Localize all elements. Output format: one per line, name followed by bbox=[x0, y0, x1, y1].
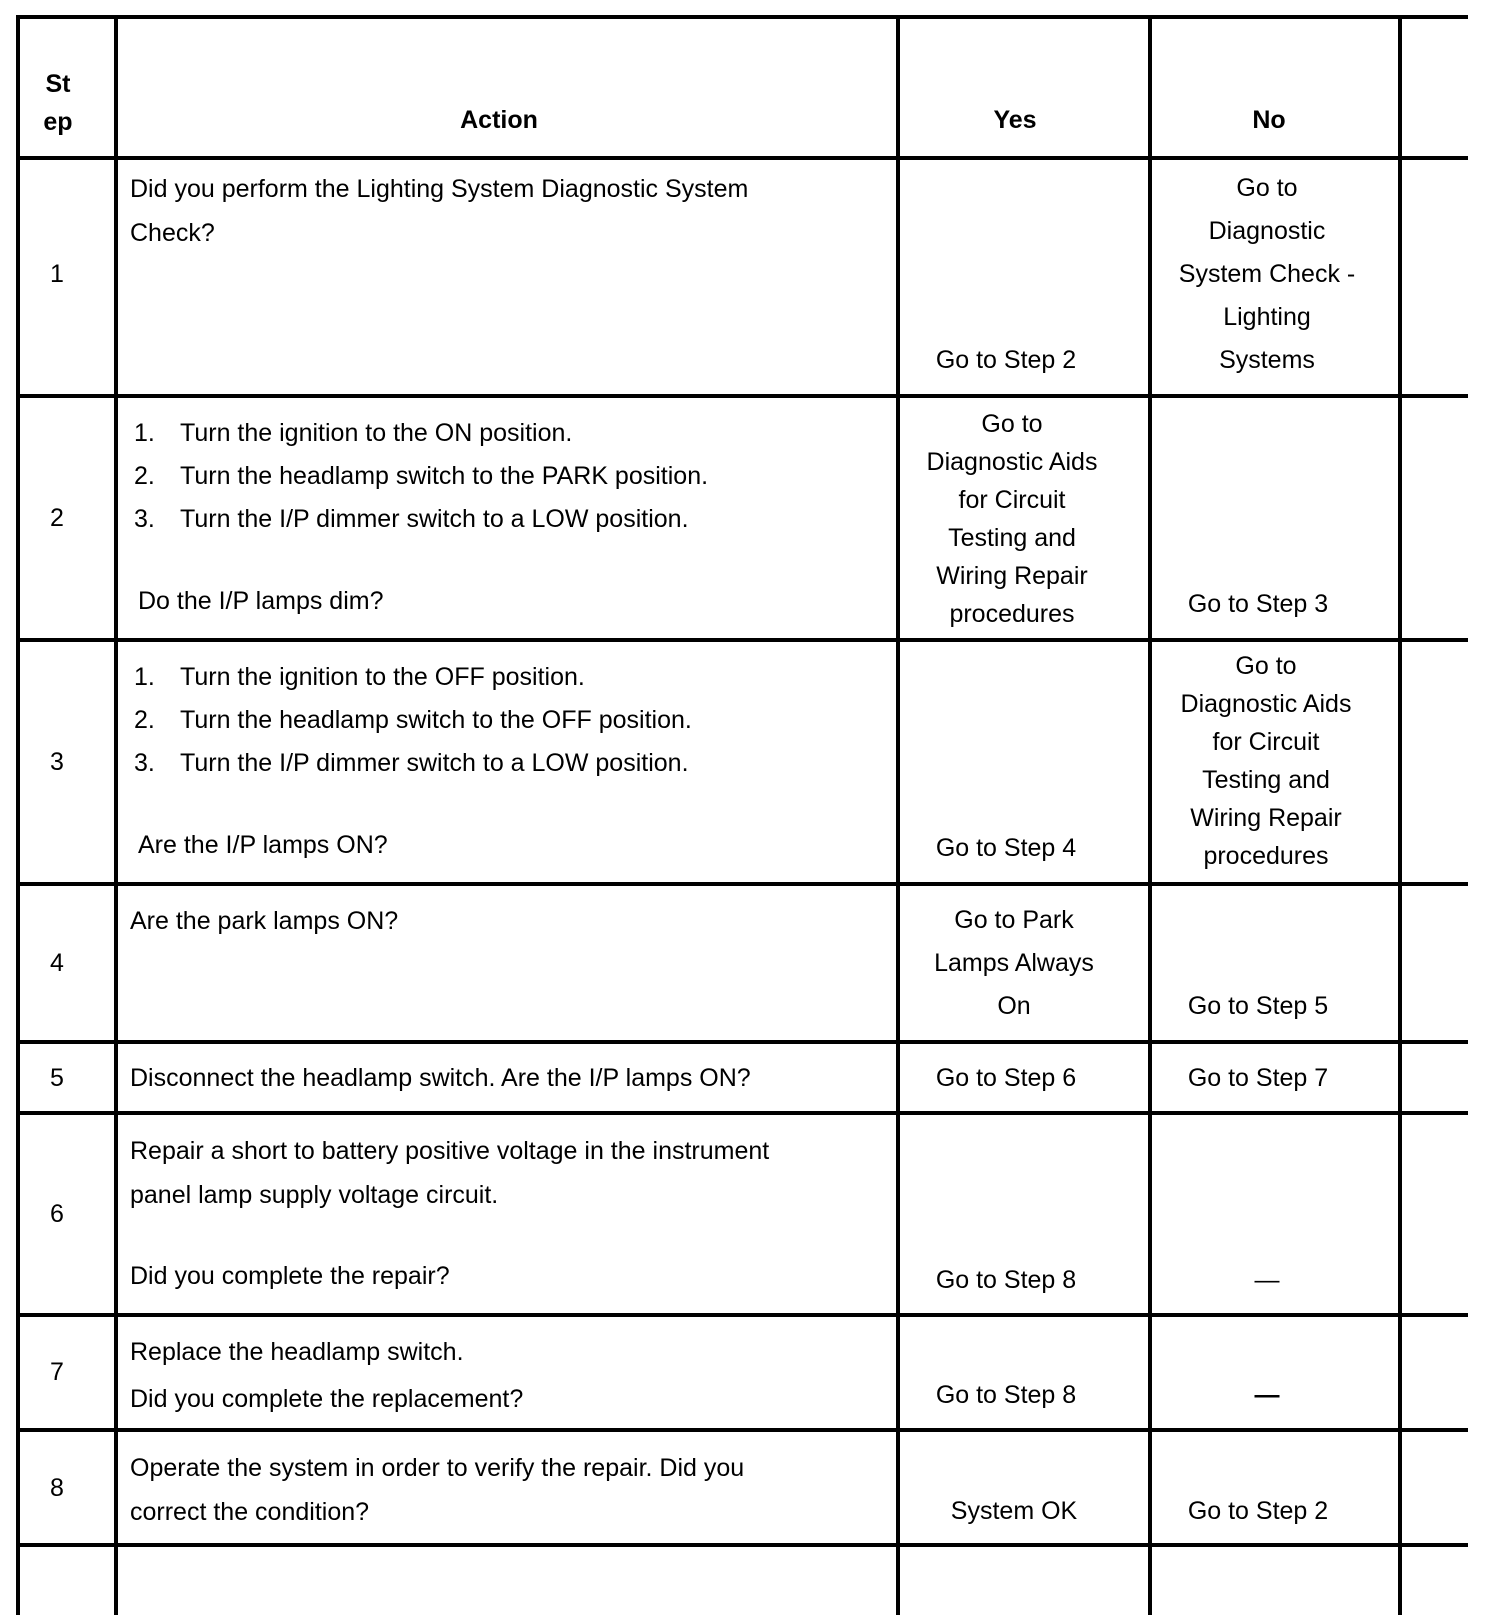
step-number: 1 bbox=[50, 260, 64, 288]
step-number: 6 bbox=[50, 1200, 64, 1228]
action-text: Operate the system in order to verify the repair. Did you correct the condition? bbox=[130, 1454, 745, 1526]
action-text: Replace the headlamp switch. bbox=[130, 1338, 464, 1366]
action-question: Did you complete the repair? bbox=[130, 1262, 450, 1290]
no-cell: Go to Step 7 bbox=[1187, 1064, 1329, 1092]
yes-cell: Go to Step 4 bbox=[935, 834, 1077, 862]
yes-cell: Go to Step 2 bbox=[935, 346, 1077, 374]
header-no: No bbox=[1252, 106, 1286, 134]
table-rule bbox=[16, 1313, 1468, 1317]
table-rule bbox=[16, 15, 20, 1615]
table-rule bbox=[16, 882, 1468, 886]
no-cell: Go to Diagnostic Aids for Circuit Testing and Wiring Repair procedures bbox=[1180, 652, 1352, 870]
table-rule bbox=[16, 638, 1468, 642]
step-number: 7 bbox=[50, 1358, 64, 1386]
yes-cell: Go to Step 8 bbox=[935, 1266, 1077, 1294]
no-cell: — bbox=[1254, 1266, 1280, 1294]
yes-cell: Go to Park Lamps Always On bbox=[934, 906, 1094, 1020]
table-rule bbox=[896, 15, 900, 1615]
table-rule bbox=[16, 1428, 1468, 1432]
table-rule bbox=[16, 1543, 1468, 1547]
step-number: 4 bbox=[50, 949, 64, 977]
no-cell: Go to Step 2 bbox=[1187, 1497, 1329, 1525]
step-number: 2 bbox=[50, 504, 64, 532]
yes-cell: Go to Step 6 bbox=[935, 1064, 1077, 1092]
step-number: 5 bbox=[50, 1064, 64, 1092]
action-text: Disconnect the headlamp switch. Are the I/P lamps ON? bbox=[130, 1064, 751, 1092]
no-cell: — bbox=[1254, 1381, 1280, 1409]
step-number: 3 bbox=[50, 748, 64, 776]
no-cell: Go to Step 3 bbox=[1187, 590, 1329, 618]
step-number: 8 bbox=[50, 1474, 64, 1502]
yes-cell: Go to Step 8 bbox=[935, 1381, 1077, 1409]
table-rule bbox=[1398, 15, 1402, 1615]
action-text: Repair a short to battery positive voltage in the instrument panel lamp supply voltage circuit. bbox=[130, 1137, 770, 1209]
table-rule bbox=[1148, 15, 1152, 1615]
action-question: Did you complete the replacement? bbox=[130, 1385, 524, 1413]
action-text: Did you perform the Lighting System Diagnostic System Check? bbox=[130, 175, 749, 247]
action-question: Do the I/P lamps dim? bbox=[138, 587, 384, 615]
diagnostic-table: St ep Action Yes No 1 Did you perform the Lighting System Diagnostic System Check? Go to Step 2 Go to Diagnostic System Check - Lighting Systems 2 1. Turn the ignition to the ON position. 2. Turn the headlamp switch to the PARK position. 3. Turn the I/P dimmer switch to a LOW position. Do the I/P lamps dim? Go to Diagnostic Aids for Circuit Testing and Wiring Repair procedures Go to Step 3 3 1. Turn the ignition to the OFF position. 2. Turn the headlamp switch to the OFF position. 3. Turn the I/P dimmer switch to a LOW position. Are the I/P lamps ON? Go to Step 4 Go to Diagnostic Aids for Circuit Testing and Wiring Repair procedures 4 Are the park lamps ON? Go to Park Lamps Always On Go to Step 5 5 Disconnect the headlamp switch. Are the I/P lamps ON? Go to Step 6 Go to Step 7 6 Repair a short to battery positive voltage in the instrument panel lamp supply voltage circuit. Did you complete the repair? Go to Step 8 — 7 Replace the headlamp switch. Did you complete the replacement? Go to Step 8 — 8 Operate the system in order to verify the repair. Did you correct the condition? System OK Go to Step 2 bbox=[16, 15, 1468, 1615]
no-cell: Go to Diagnostic System Check - Lighting Systems bbox=[1178, 174, 1356, 374]
table-rule bbox=[16, 1040, 1468, 1044]
table-rule bbox=[114, 15, 118, 1615]
table-rule bbox=[16, 15, 1468, 19]
no-cell: Go to Step 5 bbox=[1187, 992, 1329, 1020]
yes-cell: Go to Diagnostic Aids for Circuit Testing and Wiring Repair procedures bbox=[926, 410, 1098, 628]
yes-cell: System OK bbox=[950, 1497, 1078, 1525]
action-text: Are the park lamps ON? bbox=[130, 907, 399, 935]
header-yes: Yes bbox=[993, 106, 1037, 134]
action-question: Are the I/P lamps ON? bbox=[138, 831, 388, 859]
table-rule bbox=[16, 1111, 1468, 1115]
table-rule bbox=[16, 394, 1468, 398]
header-action: Action bbox=[460, 106, 538, 134]
header-step: St ep bbox=[43, 70, 73, 136]
table-rule bbox=[16, 156, 1468, 160]
